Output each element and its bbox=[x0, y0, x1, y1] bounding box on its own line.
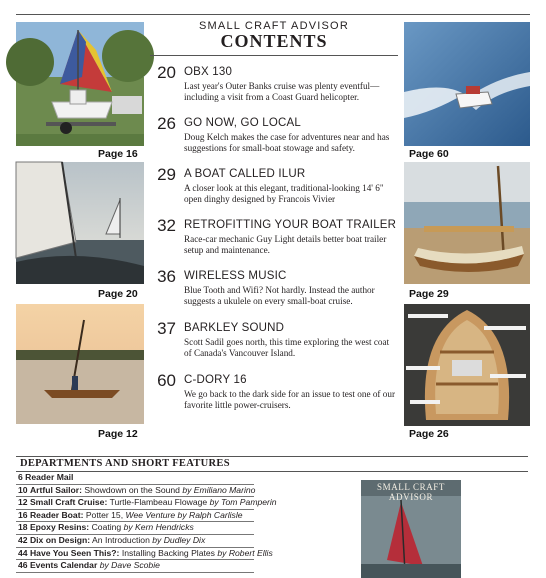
entry-title: OBX 130 bbox=[184, 66, 233, 78]
list-item[interactable]: 6 Reader Mail bbox=[16, 472, 254, 485]
entry-description: Doug Kelch makes the case for adventures near and has suggestions for small-boat stowage and safety. bbox=[184, 132, 390, 153]
caption-page-60: Page 60 bbox=[409, 148, 449, 160]
entry-page-number: 60 bbox=[157, 371, 176, 390]
entry-description: Blue Tooth and Wifi? Not hardly. Instead the author suggests a ukulele on every small-boat cruise. bbox=[184, 285, 375, 306]
entry-title: C-DORY 16 bbox=[184, 374, 247, 386]
entry-page-number: 36 bbox=[157, 267, 176, 286]
photo-sails-at-dusk bbox=[16, 162, 144, 284]
header-rule bbox=[150, 55, 398, 56]
entry-title: RETROFITTING YOUR BOAT TRAILER bbox=[184, 219, 397, 231]
entry-page-number: 20 bbox=[157, 63, 176, 82]
magazine-name: SMALL CRAFT ADVISOR bbox=[199, 20, 349, 32]
entry-title: A BOAT CALLED ILUR bbox=[184, 168, 306, 180]
caption-page-20: Page 20 bbox=[98, 288, 138, 300]
departments-heading: DEPARTMENTS AND SHORT FEATURES bbox=[20, 458, 230, 469]
list-item[interactable]: 46 Events Calendar by Dave Scobie bbox=[16, 560, 254, 573]
list-item[interactable]: 42 Dix on Design: An Introduction by Dudley Dix bbox=[16, 535, 254, 548]
caption-page-16: Page 16 bbox=[98, 148, 138, 160]
top-rule bbox=[16, 14, 530, 15]
entry-description: Scott Sadil goes north, this time exploring the west coat of Canada's Vancouver Island. bbox=[184, 337, 390, 358]
photo-boat-stowage-diagram bbox=[404, 304, 530, 426]
entry-page-number: 29 bbox=[157, 165, 176, 184]
entry-page-number: 32 bbox=[157, 216, 176, 235]
photo-rowing-dinghy bbox=[16, 304, 144, 424]
entry-page-number: 26 bbox=[157, 114, 176, 133]
list-item[interactable]: 44 Have You Seen This?: Installing Backing Plates by Robert Ellis bbox=[16, 548, 254, 561]
magazine-cover-thumbnail[interactable] bbox=[361, 480, 461, 578]
list-item[interactable]: 16 Reader Boat: Potter 15, Wee Venture by Ralph Carlisle bbox=[16, 510, 254, 523]
entry-title: WIRELESS MUSIC bbox=[184, 270, 287, 282]
entry-page-number: 37 bbox=[157, 319, 176, 338]
entry-description: Race-car mechanic Guy Light details better boat trailer setup and maintenance. bbox=[184, 234, 387, 255]
caption-page-26: Page 26 bbox=[409, 428, 449, 440]
list-item[interactable]: 18 Epoxy Resins: Coating by Kern Hendricks bbox=[16, 522, 254, 535]
photo-dinghy-on-beach bbox=[404, 162, 530, 284]
page-title: CONTENTS bbox=[220, 31, 328, 51]
entry-title: BARKLEY SOUND bbox=[184, 322, 285, 334]
entry-description: Last year's Outer Banks cruise was plenty eventful—including a visit from a Coast Guard helicopter. bbox=[184, 81, 380, 102]
cover-masthead: SMALL CRAFT ADVISOR bbox=[376, 482, 446, 502]
caption-page-12: Page 12 bbox=[98, 428, 138, 440]
entry-description: A closer look at this elegant, traditional-looking 14' 6" open dinghy designed by Francois Vivier bbox=[184, 183, 384, 204]
photo-powerboat-wake bbox=[404, 22, 530, 146]
caption-page-29: Page 29 bbox=[409, 288, 449, 300]
departments-list bbox=[16, 472, 277, 573]
contents-header bbox=[150, 20, 398, 56]
entry-description: We go back to the dark side for an issue to test one of our favorite little power-cruisers. bbox=[184, 389, 396, 410]
departments-header bbox=[16, 456, 528, 472]
list-item[interactable]: 12 Small Craft Cruise: Turtle-Flambeau Flowage by Tom Pamperin bbox=[16, 497, 254, 510]
photo-trailer-sailboat bbox=[16, 22, 144, 146]
list-item[interactable]: 10 Artful Sailor: Showdown on the Sound by Emiliano Marino bbox=[16, 485, 254, 498]
entry-title: GO NOW, GO LOCAL bbox=[184, 117, 301, 129]
